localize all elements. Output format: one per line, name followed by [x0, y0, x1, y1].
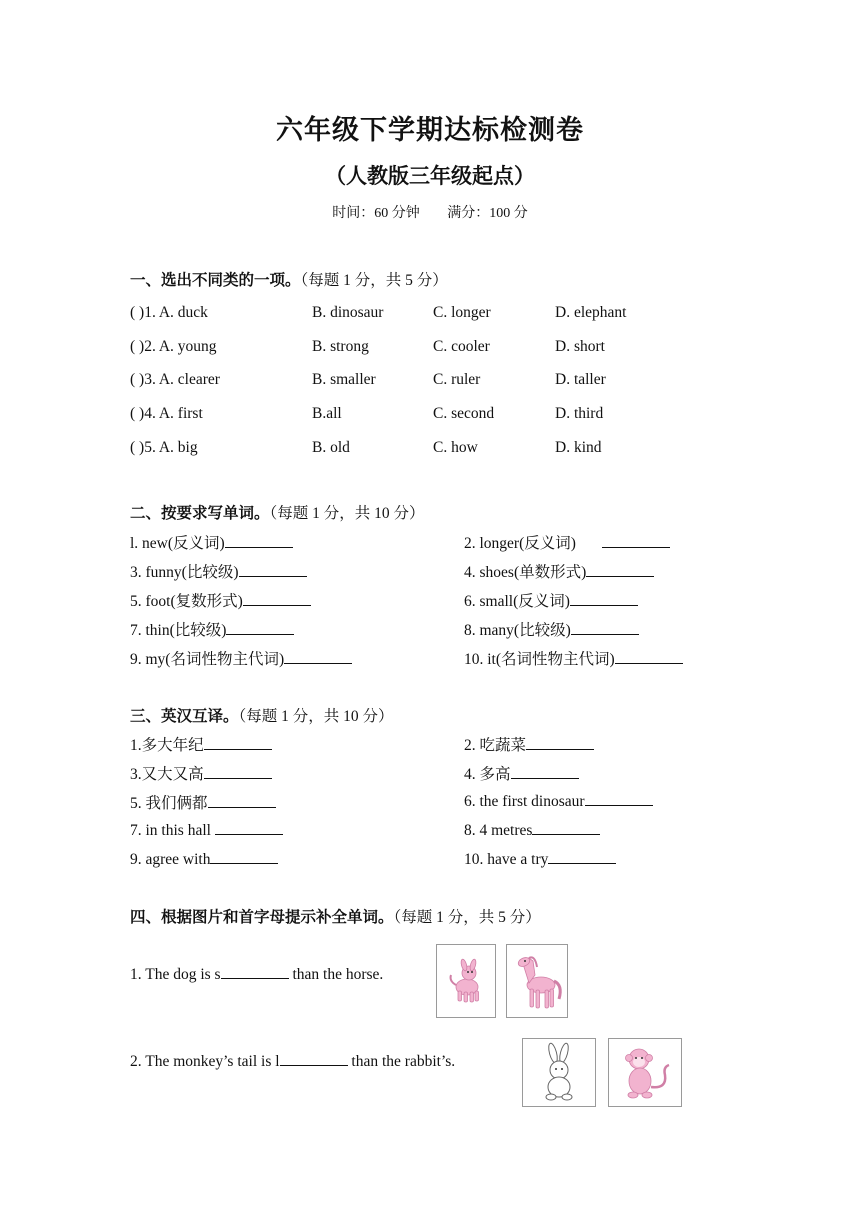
item-prompt: 6. the first dinosaur — [464, 793, 585, 810]
answer-blank[interactable] — [615, 649, 683, 664]
section4-note: （每题 1 分，共 5 分） — [393, 909, 541, 926]
answer-blank[interactable] — [225, 533, 293, 548]
section2-item — [130, 589, 311, 611]
item-question: ( )1. A. duck — [130, 304, 208, 321]
section2-item — [464, 560, 654, 582]
option-b: B. strong — [312, 338, 369, 355]
option-b: B. old — [312, 439, 350, 456]
section2-item — [130, 560, 307, 582]
section3-item — [464, 849, 616, 869]
section2-item — [464, 618, 639, 640]
section3-item — [464, 820, 600, 840]
section2-item — [464, 647, 683, 669]
answer-blank[interactable] — [210, 849, 278, 864]
horse-icon — [507, 945, 567, 1017]
item-prompt: 7. thin(比较级) — [130, 622, 227, 639]
answer-blank[interactable] — [571, 620, 639, 635]
section4-title: 四、根据图片和首字母提示补全单词。 — [130, 908, 394, 926]
answer-blank[interactable] — [586, 562, 654, 577]
option-d: D. taller — [555, 371, 606, 388]
item-prompt: 10. it(名词性物主代词) — [464, 651, 615, 668]
rabbit-picture — [522, 1038, 596, 1107]
option-c: C. cooler — [433, 338, 490, 355]
monkey-icon — [609, 1039, 681, 1106]
item-prompt: 2. longer(反义词) — [464, 535, 576, 552]
option-b: B.all — [312, 405, 342, 422]
item-question: ( )5. A. big — [130, 439, 198, 456]
answer-blank[interactable] — [532, 820, 600, 835]
section3-item — [130, 733, 272, 755]
answer-blank[interactable] — [226, 620, 294, 635]
section4-question-2 — [130, 1051, 455, 1071]
answer-blank[interactable] — [585, 791, 653, 806]
answer-blank[interactable] — [548, 849, 616, 864]
option-c: C. how — [433, 439, 478, 456]
section3-item — [464, 791, 653, 811]
item-prompt: 8. 4 metres — [464, 822, 533, 839]
item-prompt: 4. shoes(单数形式) — [464, 564, 587, 581]
option-b: B. dinosaur — [312, 304, 384, 321]
answer-blank[interactable] — [215, 820, 283, 835]
section3-item — [130, 820, 283, 840]
item-question: ( )3. A. clearer — [130, 371, 220, 388]
item-prompt: 9. my(名词性物主代词) — [130, 651, 285, 668]
section2-item — [464, 589, 638, 611]
answer-blank[interactable] — [280, 1051, 348, 1066]
item-prompt: 6. small(反义词) — [464, 593, 570, 610]
option-d: D. kind — [555, 439, 602, 456]
page-subtitle: （人教版三年级起点） — [325, 164, 535, 188]
section2-item — [464, 531, 670, 553]
item-prompt: 8. many(比较级) — [464, 622, 571, 639]
option-c: C. ruler — [433, 371, 481, 388]
option-d: D. third — [555, 405, 604, 422]
item-prompt: 1.多大年纪 — [130, 737, 204, 754]
answer-blank[interactable] — [221, 964, 289, 979]
answer-blank[interactable] — [208, 793, 276, 808]
section2-note: （每题 1 分，共 10 分） — [269, 505, 425, 522]
section2-title: 二、按要求写单词。 — [130, 504, 270, 522]
item-prompt: 9. agree with — [130, 851, 211, 868]
question-text: than the horse. — [288, 966, 384, 983]
section3-item — [130, 849, 278, 869]
item-prompt: 10. have a try — [464, 851, 549, 868]
answer-blank[interactable] — [570, 591, 638, 606]
section3-item — [130, 791, 276, 813]
item-prompt: 7. in this hall — [130, 822, 215, 839]
answer-blank[interactable] — [239, 562, 307, 577]
question-text: 2. The monkey’s tail is l — [130, 1053, 280, 1070]
section1-title: 一、选出不同类的一项。 — [130, 271, 301, 289]
answer-blank[interactable] — [602, 533, 670, 548]
exam-meta — [0, 202, 860, 222]
option-b: B. smaller — [312, 371, 376, 388]
item-question: ( )2. A. young — [130, 338, 217, 355]
horse-picture — [506, 944, 568, 1018]
answer-blank[interactable] — [204, 764, 272, 779]
section2-item — [130, 647, 352, 669]
answer-blank[interactable] — [526, 735, 594, 750]
section3-item — [464, 733, 594, 755]
full-score: 满分：100 分 — [447, 206, 528, 221]
dog-icon — [437, 945, 495, 1017]
item-question: ( )4. A. first — [130, 405, 203, 422]
section2-item — [130, 618, 294, 640]
section3-item — [130, 762, 272, 784]
section1-note: （每题 1 分，共 5 分） — [300, 272, 448, 289]
section3-heading — [130, 704, 394, 726]
item-prompt: 5. foot(复数形式) — [130, 593, 243, 610]
item-prompt: l. new(反义词) — [130, 535, 225, 552]
option-c: C. second — [433, 405, 495, 422]
answer-blank[interactable] — [204, 735, 272, 750]
answer-blank[interactable] — [243, 591, 311, 606]
section3-item — [464, 762, 579, 784]
rabbit-icon — [523, 1039, 595, 1106]
section4-heading — [130, 905, 541, 927]
page-title: 六年级下学期达标检测卷 — [276, 115, 584, 146]
option-d: D. short — [555, 338, 605, 355]
option-d: D. elephant — [555, 304, 627, 321]
option-c: C. longer — [433, 304, 491, 321]
section4-question-1 — [130, 964, 383, 984]
question-text: 1. The dog is s — [130, 966, 221, 983]
dog-picture — [436, 944, 496, 1018]
section2-item — [130, 531, 293, 553]
section2-heading — [130, 501, 425, 523]
item-prompt: 4. 多高 — [464, 766, 511, 783]
question-text: than the rabbit’s. — [347, 1053, 456, 1070]
answer-blank[interactable] — [511, 764, 579, 779]
section3-title: 三、英汉互译。 — [130, 707, 239, 725]
item-prompt: 3.又大又高 — [130, 766, 204, 783]
item-prompt: 2. 吃蔬菜 — [464, 737, 527, 754]
item-prompt: 3. funny(比较级) — [130, 564, 239, 581]
item-prompt: 5. 我们俩都 — [130, 795, 208, 812]
answer-blank[interactable] — [284, 649, 352, 664]
time-limit: 时间：60 分钟 — [332, 206, 420, 221]
monkey-picture — [608, 1038, 682, 1107]
section3-note: （每题 1 分，共 10 分） — [238, 708, 394, 725]
section1-heading — [130, 268, 448, 290]
